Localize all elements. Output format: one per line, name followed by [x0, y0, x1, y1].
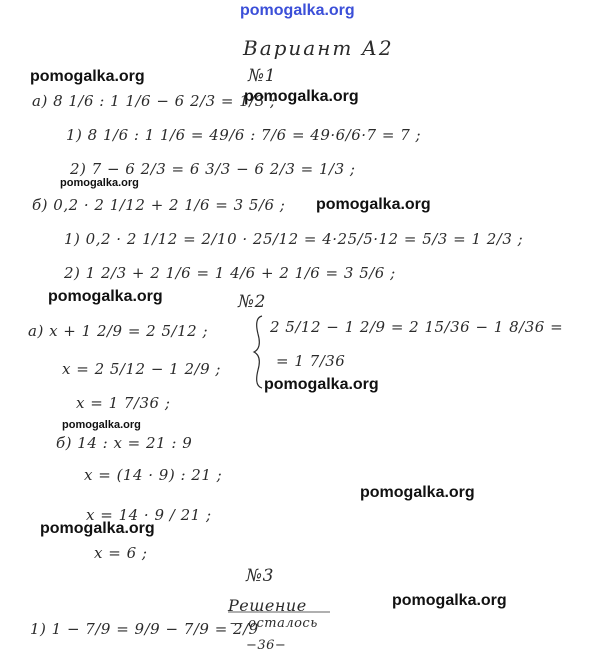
watermark: pomogalka.org: [40, 520, 155, 537]
watermark: pomogalka.org: [244, 88, 359, 105]
variant-title: Вариант А2: [243, 36, 394, 60]
task2-calc-line2: = 1 7/36: [276, 352, 346, 370]
brace-stroke: [254, 316, 262, 388]
task2-b-equation: б) 14 : x = 21 : 9: [56, 434, 193, 452]
task3-line: 1) 1 − 7/9 = 9/9 − 7/9 = 2/9: [30, 620, 259, 638]
site-header-link[interactable]: pomogalka.org: [240, 2, 355, 19]
task3-note-remaining: — осталось: [230, 616, 318, 631]
task2-a-equation: а) x + 1 2/9 = 2 5/12 ;: [28, 322, 209, 340]
watermark: pomogalka.org: [360, 484, 475, 501]
task1-label: №1: [248, 66, 276, 86]
watermark: pomogalka.org: [264, 376, 379, 393]
task1-b-step1: 1) 0,2 · 2 1/12 = 2/10 · 25/12 = 4·25/5·12 = 5/3 = 1 2/3 ;: [64, 230, 524, 248]
task2-b-solve: x = (14 · 9) : 21 ;: [84, 466, 223, 484]
task2-a-solve: x = 2 5/12 − 1 2/9 ;: [62, 360, 221, 378]
task3-note-36: −36−: [246, 638, 287, 653]
watermark: pomogalka.org: [60, 177, 139, 189]
watermark: pomogalka.org: [392, 592, 507, 609]
watermark: pomogalka.org: [62, 419, 141, 431]
task2-b-answer: x = 6 ;: [94, 544, 148, 562]
task3-label: №3: [246, 566, 274, 586]
task2-b-fraction: x = 14 · 9 / 21 ;: [86, 506, 212, 524]
task2-label: №2: [238, 292, 266, 312]
task1-a-step1: 1) 8 1/6 : 1 1/6 = 49/6 : 7/6 = 49·6/6·7 = 7 ;: [66, 126, 422, 144]
task3-solution-word: Решение: [228, 596, 307, 615]
task1-a-step2: 2) 7 − 6 2/3 = 6 3/3 − 6 2/3 = 1/3 ;: [70, 160, 356, 178]
watermark: pomogalka.org: [30, 68, 145, 85]
watermark: pomogalka.org: [316, 196, 431, 213]
task2-calc-line1: 2 5/12 − 1 2/9 = 2 15/36 − 1 8/36 =: [270, 318, 564, 336]
task1-b-step2: 2) 1 2/3 + 2 1/6 = 1 4/6 + 2 1/6 = 3 5/6 ;: [64, 264, 396, 282]
task2-a-answer: x = 1 7/36 ;: [76, 394, 171, 412]
task1-a-line: а) 8 1/6 : 1 1/6 − 6 2/3 = 1/3 ;: [32, 92, 276, 110]
task1-b-line: б) 0,2 · 2 1/12 + 2 1/6 = 3 5/6 ;: [32, 196, 286, 214]
watermark: pomogalka.org: [48, 288, 163, 305]
